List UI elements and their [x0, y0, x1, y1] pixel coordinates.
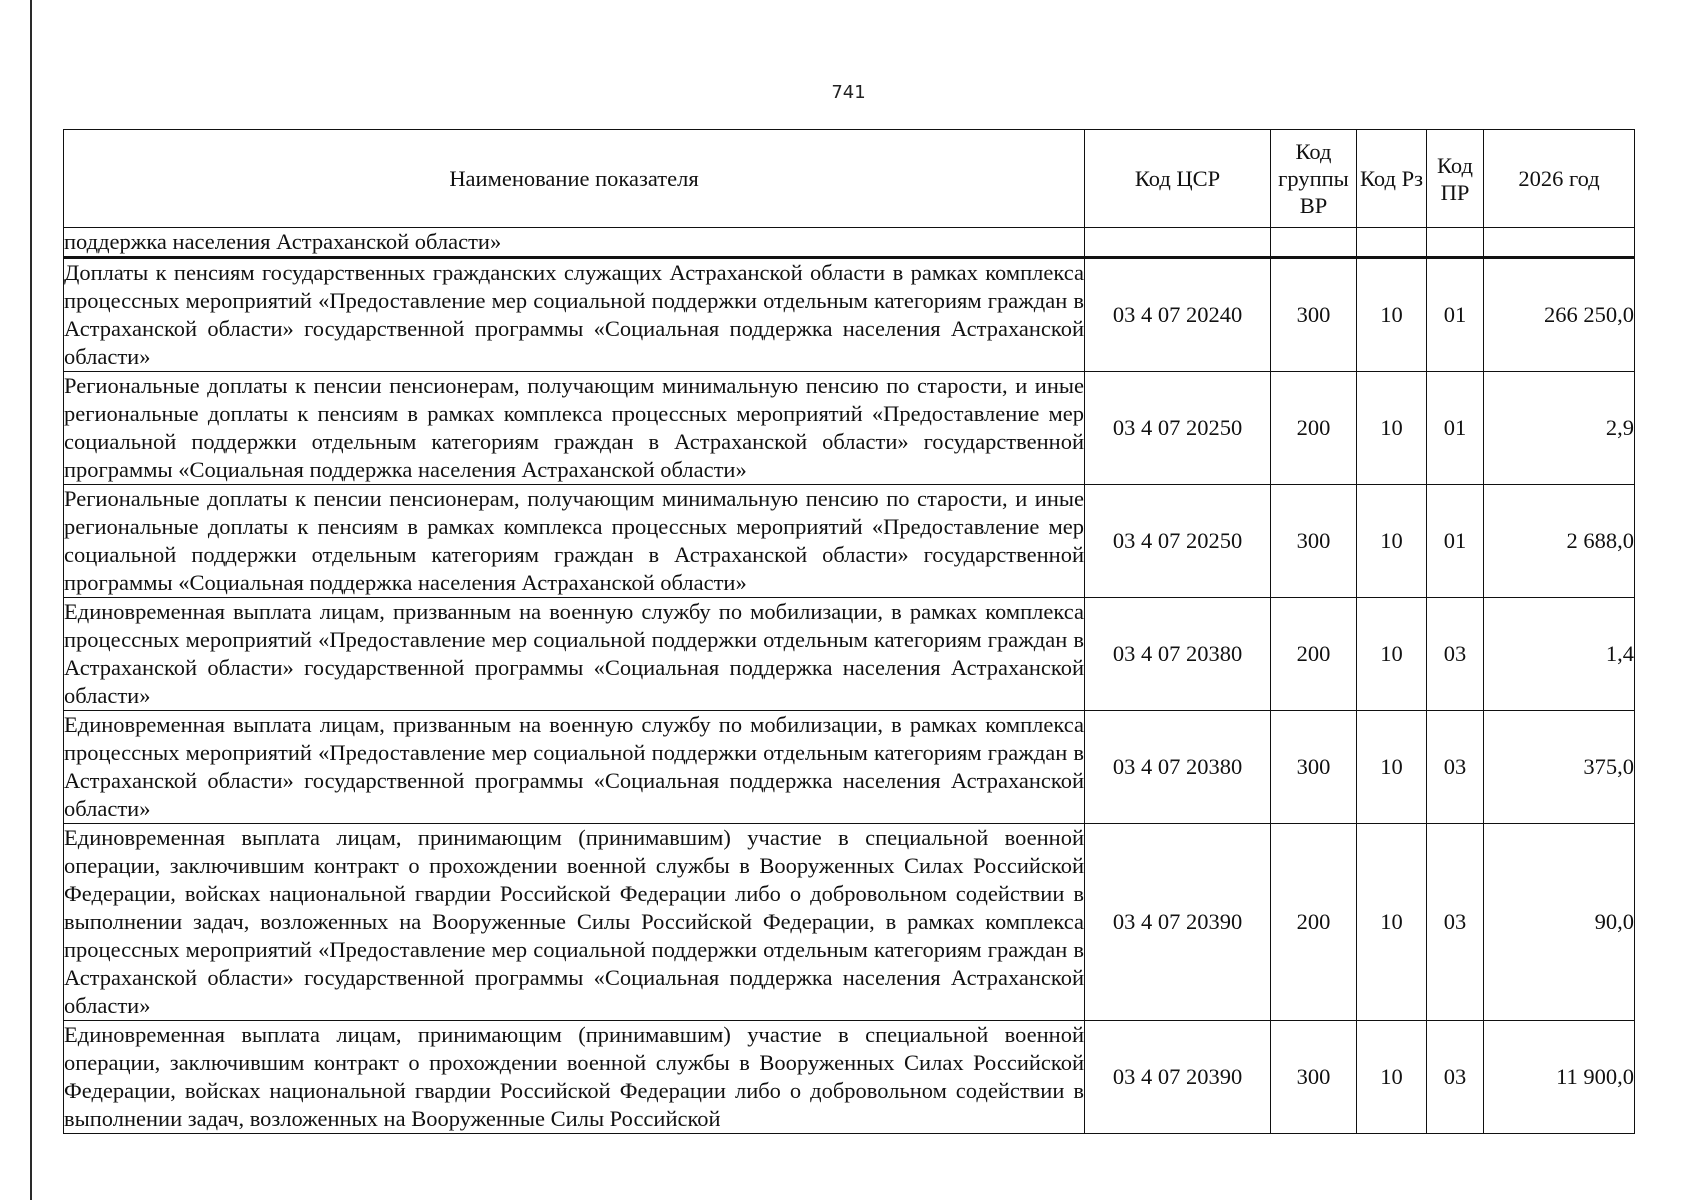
- row-vr: 200: [1271, 824, 1357, 1021]
- header-vr: Код группы ВР: [1271, 130, 1357, 228]
- row-rz: 10: [1357, 372, 1427, 485]
- row-value: 90,0: [1484, 824, 1635, 1021]
- row-csr: 03 4 07 20240: [1085, 258, 1271, 372]
- table-row: [64, 598, 1635, 711]
- header-year: 2026 год: [1484, 130, 1635, 228]
- row-value: 266 250,0: [1484, 258, 1635, 372]
- table-row: [64, 485, 1635, 598]
- row-pr: 03: [1427, 711, 1484, 824]
- row-csr: 03 4 07 20380: [1085, 711, 1271, 824]
- row-vr: 300: [1271, 1021, 1357, 1134]
- row-pr: 01: [1427, 258, 1484, 372]
- continuation-row: [64, 228, 1635, 258]
- row-name: Единовременная выплата лицам, принимающим (принимавшим) участие в специальной военной операции, заключившим контракт о прохождении военной службы в Вооруженных Силах Российской Федерации, войсках национальной гвардии Российской Федерации либо о добровольном содействии в выполнении задач, возложенных на Вооруженные Силы Российской Федерации, в рамках комплекса процессных мероприятий «Предоставление мер социальной поддержки отдельным категориям граждан в Астраханской области» государственной программы «Социальная поддержка населения Астраханской области»: [64, 824, 1085, 1021]
- header-rz: Код Рз: [1357, 130, 1427, 228]
- scan-edge-line: [30, 0, 32, 1200]
- row-rz: 10: [1357, 485, 1427, 598]
- row-pr: 03: [1427, 598, 1484, 711]
- row-value: 11 900,0: [1484, 1021, 1635, 1134]
- row-value: 1,4: [1484, 598, 1635, 711]
- row-vr: 200: [1271, 372, 1357, 485]
- row-rz: 10: [1357, 711, 1427, 824]
- budget-table: [63, 129, 1635, 1134]
- row-rz: 10: [1357, 1021, 1427, 1134]
- table-header-row: [64, 130, 1635, 228]
- row-pr: 03: [1427, 824, 1484, 1021]
- row-csr: 03 4 07 20390: [1085, 824, 1271, 1021]
- row-rz: 10: [1357, 824, 1427, 1021]
- row-value: 2 688,0: [1484, 485, 1635, 598]
- row-csr: 03 4 07 20250: [1085, 485, 1271, 598]
- row-pr: 01: [1427, 372, 1484, 485]
- row-name: Доплаты к пенсиям государственных гражданских служащих Астраханской области в рамках комплекса процессных мероприятий «Предоставление мер социальной поддержки отдельным категориям граждан в Астраханской области» государственной программы «Социальная поддержка населения Астраханской области»: [64, 258, 1085, 372]
- row-vr: 300: [1271, 711, 1357, 824]
- row-name: Единовременная выплата лицам, призванным на военную службу по мобилизации, в рамках комплекса процессных мероприятий «Предоставление мер социальной поддержки отдельным категориям граждан в Астраханской области» государственной программы «Социальная поддержка населения Астраханской области»: [64, 711, 1085, 824]
- row-vr: 200: [1271, 598, 1357, 711]
- row-value: 2,9: [1484, 372, 1635, 485]
- row-vr: 300: [1271, 485, 1357, 598]
- table-row: [64, 258, 1635, 372]
- row-name: Региональные доплаты к пенсии пенсионерам, получающим минимальную пенсию по старости, и иные региональные доплаты к пенсиям в рамках комплекса процессных мероприятий «Предоставление мер социальной поддержки отдельным категориям граждан в Астраханской области» государственной программы «Социальная поддержка населения Астраханской области»: [64, 372, 1085, 485]
- table-row: [64, 824, 1635, 1021]
- row-name: Региональные доплаты к пенсии пенсионерам, получающим минимальную пенсию по старости, и иные региональные доплаты к пенсиям в рамках комплекса процессных мероприятий «Предоставление мер социальной поддержки отдельным категориям граждан в Астраханской области» государственной программы «Социальная поддержка населения Астраханской области»: [64, 485, 1085, 598]
- row-csr: 03 4 07 20250: [1085, 372, 1271, 485]
- row-name: Единовременная выплата лицам, принимающим (принимавшим) участие в специальной военной операции, заключившим контракт о прохождении военной службы в Вооруженных Силах Российской Федерации, войсках национальной гвардии Российской Федерации либо о добровольном содействии в выполнении задач, возложенных на Вооруженные Силы Российской: [64, 1021, 1085, 1134]
- continuation-name: поддержка населения Астраханской области»: [64, 228, 1085, 258]
- row-rz: 10: [1357, 598, 1427, 711]
- row-rz: 10: [1357, 258, 1427, 372]
- header-csr: Код ЦСР: [1085, 130, 1271, 228]
- row-value: 375,0: [1484, 711, 1635, 824]
- page-number: 741: [831, 82, 866, 103]
- row-pr: 01: [1427, 485, 1484, 598]
- table-row: [64, 711, 1635, 824]
- row-pr: 03: [1427, 1021, 1484, 1134]
- header-pr: Код ПР: [1427, 130, 1484, 228]
- row-csr: 03 4 07 20380: [1085, 598, 1271, 711]
- row-name: Единовременная выплата лицам, призванным на военную службу по мобилизации, в рамках комплекса процессных мероприятий «Предоставление мер социальной поддержки отдельным категориям граждан в Астраханской области» государственной программы «Социальная поддержка населения Астраханской области»: [64, 598, 1085, 711]
- table-row: [64, 1021, 1635, 1134]
- row-csr: 03 4 07 20390: [1085, 1021, 1271, 1134]
- table-row: [64, 372, 1635, 485]
- row-vr: 300: [1271, 258, 1357, 372]
- header-name: Наименование показателя: [64, 130, 1085, 228]
